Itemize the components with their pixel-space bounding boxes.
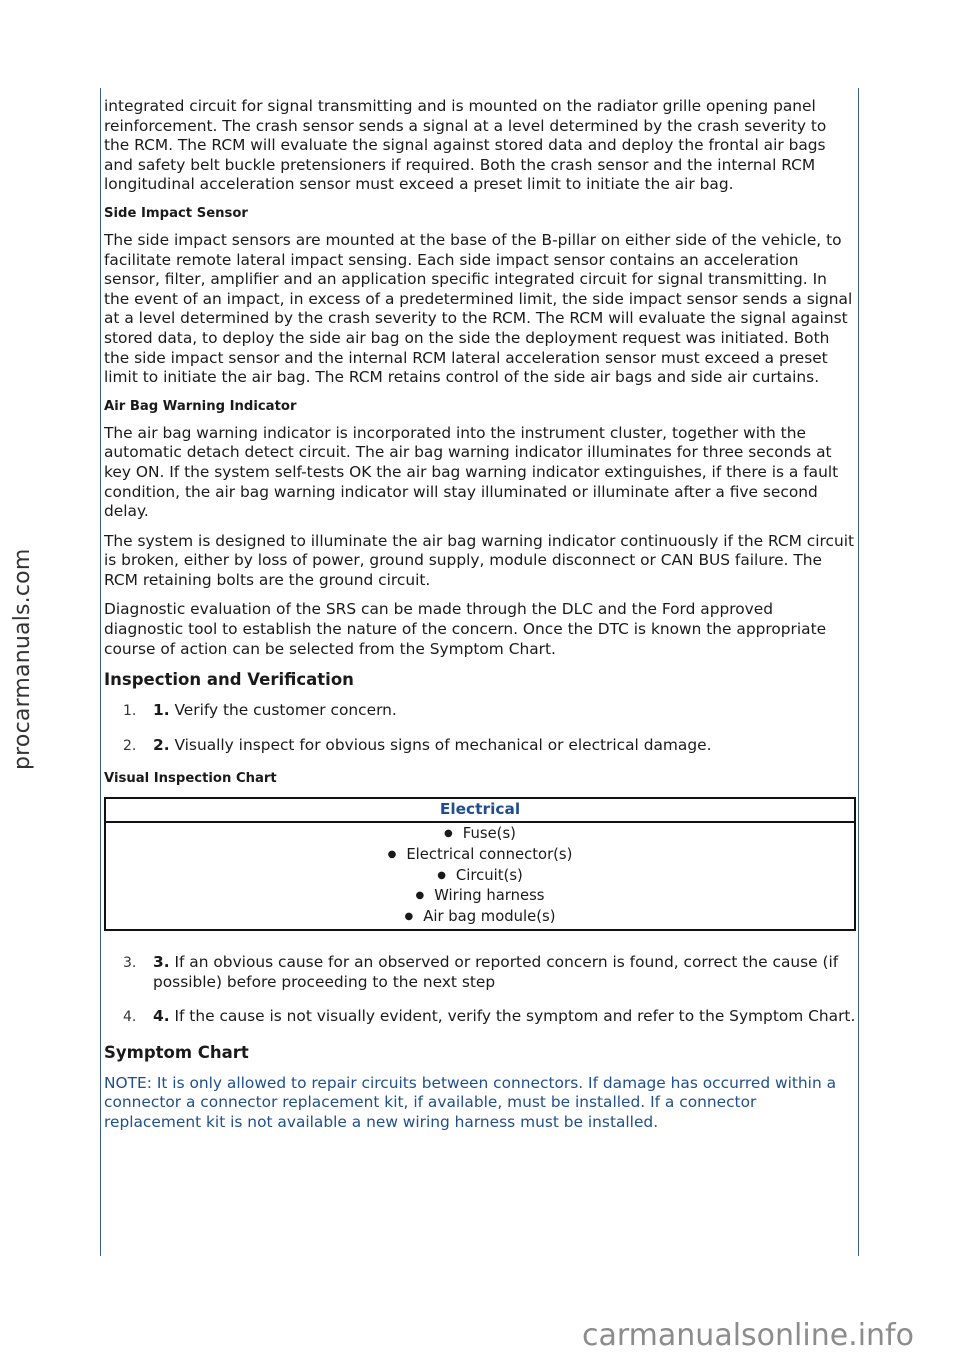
- symptom-note: NOTE: It is only allowed to repair circuits between connectors. If damage has occurred within a connector a connector replacement kit, if available, must be installed. If a connector replacement kit is not available a new wiring harness must be installed.: [104, 1073, 837, 1131]
- electrical-column-header: Electrical: [105, 798, 855, 822]
- step-text: If the cause is not visually evident, verify the symptom and refer to the Symptom Chart.: [169, 1007, 856, 1026]
- step-text: If an obvious cause for an observed or reported concern is found, correct the cause (if possible) before proceeding to the next step: [153, 953, 839, 991]
- side-watermark: procarmanuals.com: [10, 548, 35, 770]
- list-item: ● Air bag module(s): [106, 908, 854, 929]
- step-bold-number: 1.: [153, 701, 170, 720]
- visual-inspection-table: [104, 797, 856, 931]
- inspection-heading: Inspection and Verification: [104, 670, 354, 690]
- step-text: Verify the customer concern.: [169, 701, 397, 720]
- step-number: 4.: [123, 1009, 137, 1026]
- inspection-steps-list: [104, 701, 856, 755]
- step-item: [104, 953, 856, 992]
- bottom-watermark: carmanualsonline.info: [582, 1318, 914, 1353]
- electrical-items-cell: [105, 822, 855, 930]
- step-text: Visually inspect for obvious signs of mechanical or electrical damage.: [169, 735, 712, 754]
- visual-chart-heading: Visual Inspection Chart: [104, 771, 277, 787]
- left-margin-rule: [100, 88, 101, 1256]
- list-item: ● Circuit(s): [106, 867, 854, 888]
- symptom-chart-heading: Symptom Chart: [104, 1042, 249, 1062]
- step-number: 1.: [123, 703, 137, 720]
- intro-paragraph: integrated circuit for signal transmitting and is mounted on the radiator grille opening panel reinforcement. The crash sensor sends a signal at a level determined by the crash severity to the RCM. The RCM will evaluate the signal against stored data and deploy the frontal air bags and safety belt buckle pretensioners if required. Both the crash sensor and the internal RCM longitudinal acceleration sensor must exceed a preset limit to initiate the air bag.: [104, 97, 827, 194]
- right-margin-rule: [858, 88, 859, 1256]
- step-bold-number: 3.: [153, 953, 170, 972]
- step-item: [104, 1007, 856, 1027]
- warning-indicator-heading: Air Bag Warning Indicator: [104, 398, 297, 414]
- step-number: 2.: [123, 737, 137, 754]
- document-body: [104, 97, 856, 1143]
- step-bold-number: 2.: [153, 735, 170, 754]
- electrical-items-list: [106, 825, 854, 929]
- side-impact-paragraph: The side impact sensors are mounted at the base of the B-pillar on either side of the vehicle, to facilitate remote lateral impact sensing. Each side impact sensor contains an acceleration sensor, filter, amplifier and an application specific integrated circuit for signal transmitting. In the event of an impact, in excess of a predetermined limit, the side impact sensor sends a signal at a level determined by the crash severity to the RCM. The RCM will evaluate the signal against stored data, to deploy the side air bag on the side the deployment request was initiated. Both the side impact sensor and the internal RCM lateral acceleration sensor must exceed a preset limit to initiate the air bag. The RCM retains control of the side air bags and side air curtains.: [104, 230, 853, 387]
- warning-indicator-paragraph: The system is designed to illuminate the air bag warning indicator continuously if the RCM circuit is broken, either by loss of power, ground supply, module disconnect or CAN BUS failure. The RCM retaining bolts are the ground circuit.: [104, 531, 855, 589]
- step-number: 3.: [123, 955, 137, 972]
- step-item: [104, 701, 856, 721]
- warning-indicator-paragraph: Diagnostic evaluation of the SRS can be made through the DLC and the Ford approved diagnostic tool to establish the nature of the concern. Once the DTC is known the appropriate course of action can be selected from the Symptom Chart.: [104, 600, 827, 658]
- inspection-steps-list-continued: [104, 953, 856, 1027]
- side-impact-heading: Side Impact Sensor: [104, 205, 248, 221]
- step-item: [104, 736, 856, 756]
- list-item: ● Electrical connector(s): [106, 846, 854, 867]
- step-bold-number: 4.: [153, 1007, 170, 1026]
- list-item: ● Wiring harness: [106, 887, 854, 908]
- list-item: ● Fuse(s): [106, 825, 854, 846]
- warning-indicator-paragraph: The air bag warning indicator is incorporated into the instrument cluster, together with the automatic detach detect circuit. The air bag warning indicator illuminates for three seconds at key ON. If the system self-tests OK the air bag warning indicator extinguishes, if there is a fault condition, the air bag warning indicator will stay illuminated or illuminate after a five second delay.: [104, 423, 839, 521]
